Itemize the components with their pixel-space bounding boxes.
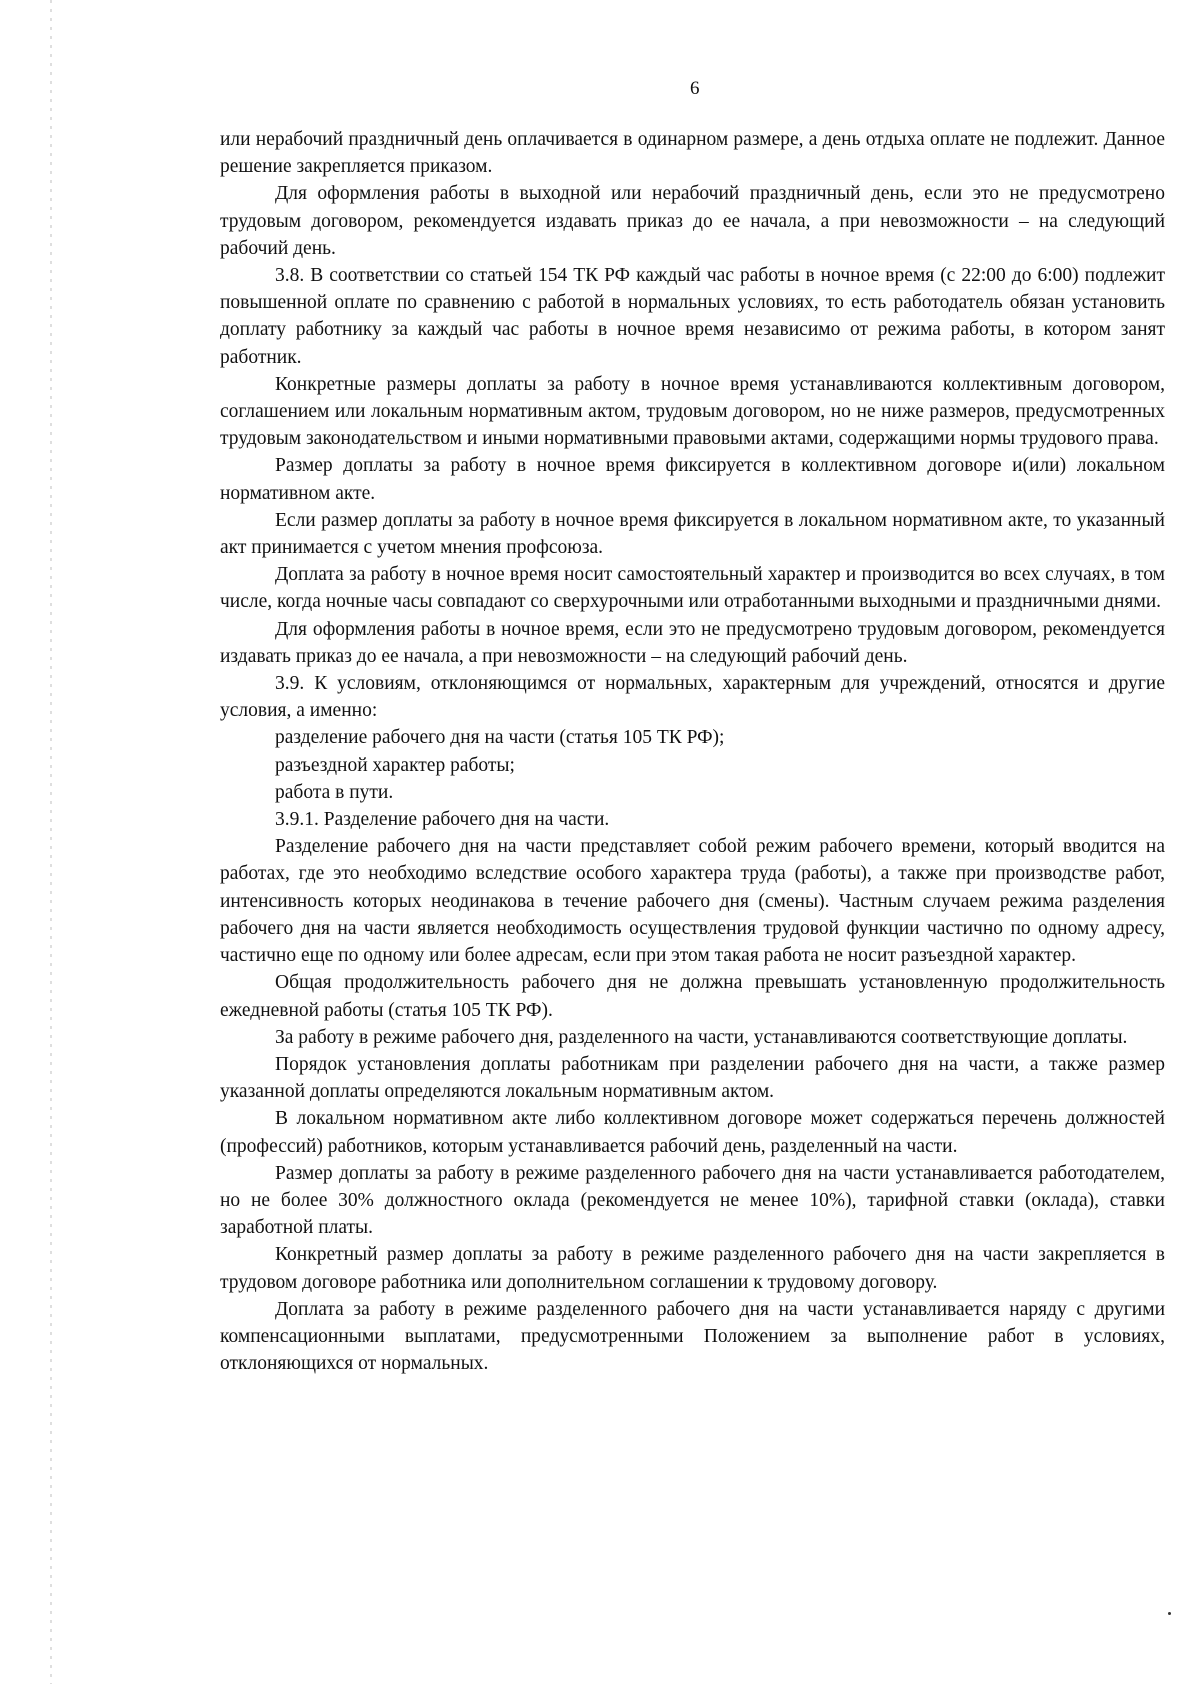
paragraph: Конкретные размеры доплаты за работу в ночное время устанавливаются коллективным договором, соглашением или локальным нормативным актом, трудовым договором, но не ниже размеров, предусмотренных трудовым законодательством и иными нормативными правовыми актами, содержащими нормы трудового права. xyxy=(220,373,1165,450)
list-item: разделение рабочего дня на части (статья 105 ТК РФ); xyxy=(275,727,725,749)
scan-dot-artifact xyxy=(1168,1612,1171,1615)
paragraph: или нерабочий праздничный день оплачивается в одинарном размере, а день отдыха оплате не подлежит. Данное решение закрепляется приказом. xyxy=(220,129,1165,178)
paragraph: Размер доплаты за работу в режиме разделенного рабочего дня на части устанавливается работодателем, но не более 30% должностного оклада (рекомендуется не менее 10%), тарифной ставки (оклада), ставки заработной платы. xyxy=(220,1162,1165,1239)
paragraph: Порядок установления доплаты работникам при разделении рабочего дня на части, а также размер указанной доплаты определяются локальным нормативным актом. xyxy=(220,1053,1165,1103)
list-item: работа в пути. xyxy=(275,781,394,803)
paragraph: Общая продолжительность рабочего дня не должна превышать установленную продолжительность ежедневной работы (статья 105 ТК РФ). xyxy=(220,972,1165,1021)
page-number: 6 xyxy=(690,78,700,99)
paragraph: В локальном нормативном акте либо коллективном договоре может содержаться перечень должностей (профессий) работников, которым устанавливается рабочий день, разделенный на части. xyxy=(220,1108,1165,1157)
list-item: разъездной характер работы; xyxy=(275,754,515,776)
paragraph: Разделение рабочего дня на части представляет собой режим рабочего времени, который вводится на работах, где это необходимо вследствие особого характера труда (работы), а также при производстве работ, интенсивность которых неодинакова в течение рабочего дня (смены). Частным случаем режима разделения рабочего дня на части является необходимость осуществления трудовой функции частично по одному адресу, частично еще по одному или более адресам, если при этом такая работа не носит разъездной характер. xyxy=(220,836,1165,967)
scan-margin-artifact xyxy=(50,0,52,1684)
paragraph: Конкретный размер доплаты за работу в режиме разделенного рабочего дня на части закрепляется в трудовом договоре работника или дополнительном соглашении к трудовому договору. xyxy=(220,1244,1165,1293)
paragraph: 3.8. В соответствии со статьей 154 ТК РФ каждый час работы в ночное время (с 22:00 до 6:00) подлежит повышенной оплате по сравнению с работой в нормальных условиях, то есть работодатель обязан установить доплату работнику за каждый час работы в ночное время независимо от режима работы, в котором занят работник. xyxy=(220,265,1165,368)
paragraph: Для оформления работы в выходной или нерабочий праздничный день, если это не предусмотрено трудовым договором, рекомендуется издавать приказ до ее начала, а при невозможности – на следующий рабочий день. xyxy=(220,183,1165,259)
paragraph: Доплата за работу в ночное время носит самостоятельный характер и производится во всех случаях, в том числе, когда ночные часы совпадают со сверхурочными или отработанными выходными и праздничными днями. xyxy=(220,564,1165,613)
paragraph: Для оформления работы в ночное время, если это не предусмотрено трудовым договором, рекомендуется издавать приказ до ее начала, а при невозможности – на следующий рабочий день. xyxy=(220,618,1165,667)
paragraph: Если размер доплаты за работу в ночное время фиксируется в локальном нормативном акте, то указанный акт принимается с учетом мнения профсоюза. xyxy=(220,509,1165,559)
paragraph: Размер доплаты за работу в ночное время фиксируется в коллективном договоре и(или) локальном нормативном акте. xyxy=(220,455,1165,504)
section-heading: 3.9.1. Разделение рабочего дня на части. xyxy=(275,809,610,831)
paragraph: За работу в режиме рабочего дня, разделенного на части, устанавливаются соответствующие доплаты. xyxy=(275,1026,1128,1048)
paragraph: Доплата за работу в режиме разделенного рабочего дня на части устанавливается наряду с другими компенсационными выплатами, предусмотренными Положением за выполнение работ в условиях, отклоняющихся от нормальных. xyxy=(220,1298,1165,1375)
paragraph: 3.9. К условиям, отклоняющимся от нормальных, характерным для учреждений, относятся и другие условия, а именно: xyxy=(220,673,1165,722)
document-body xyxy=(220,126,1165,1377)
